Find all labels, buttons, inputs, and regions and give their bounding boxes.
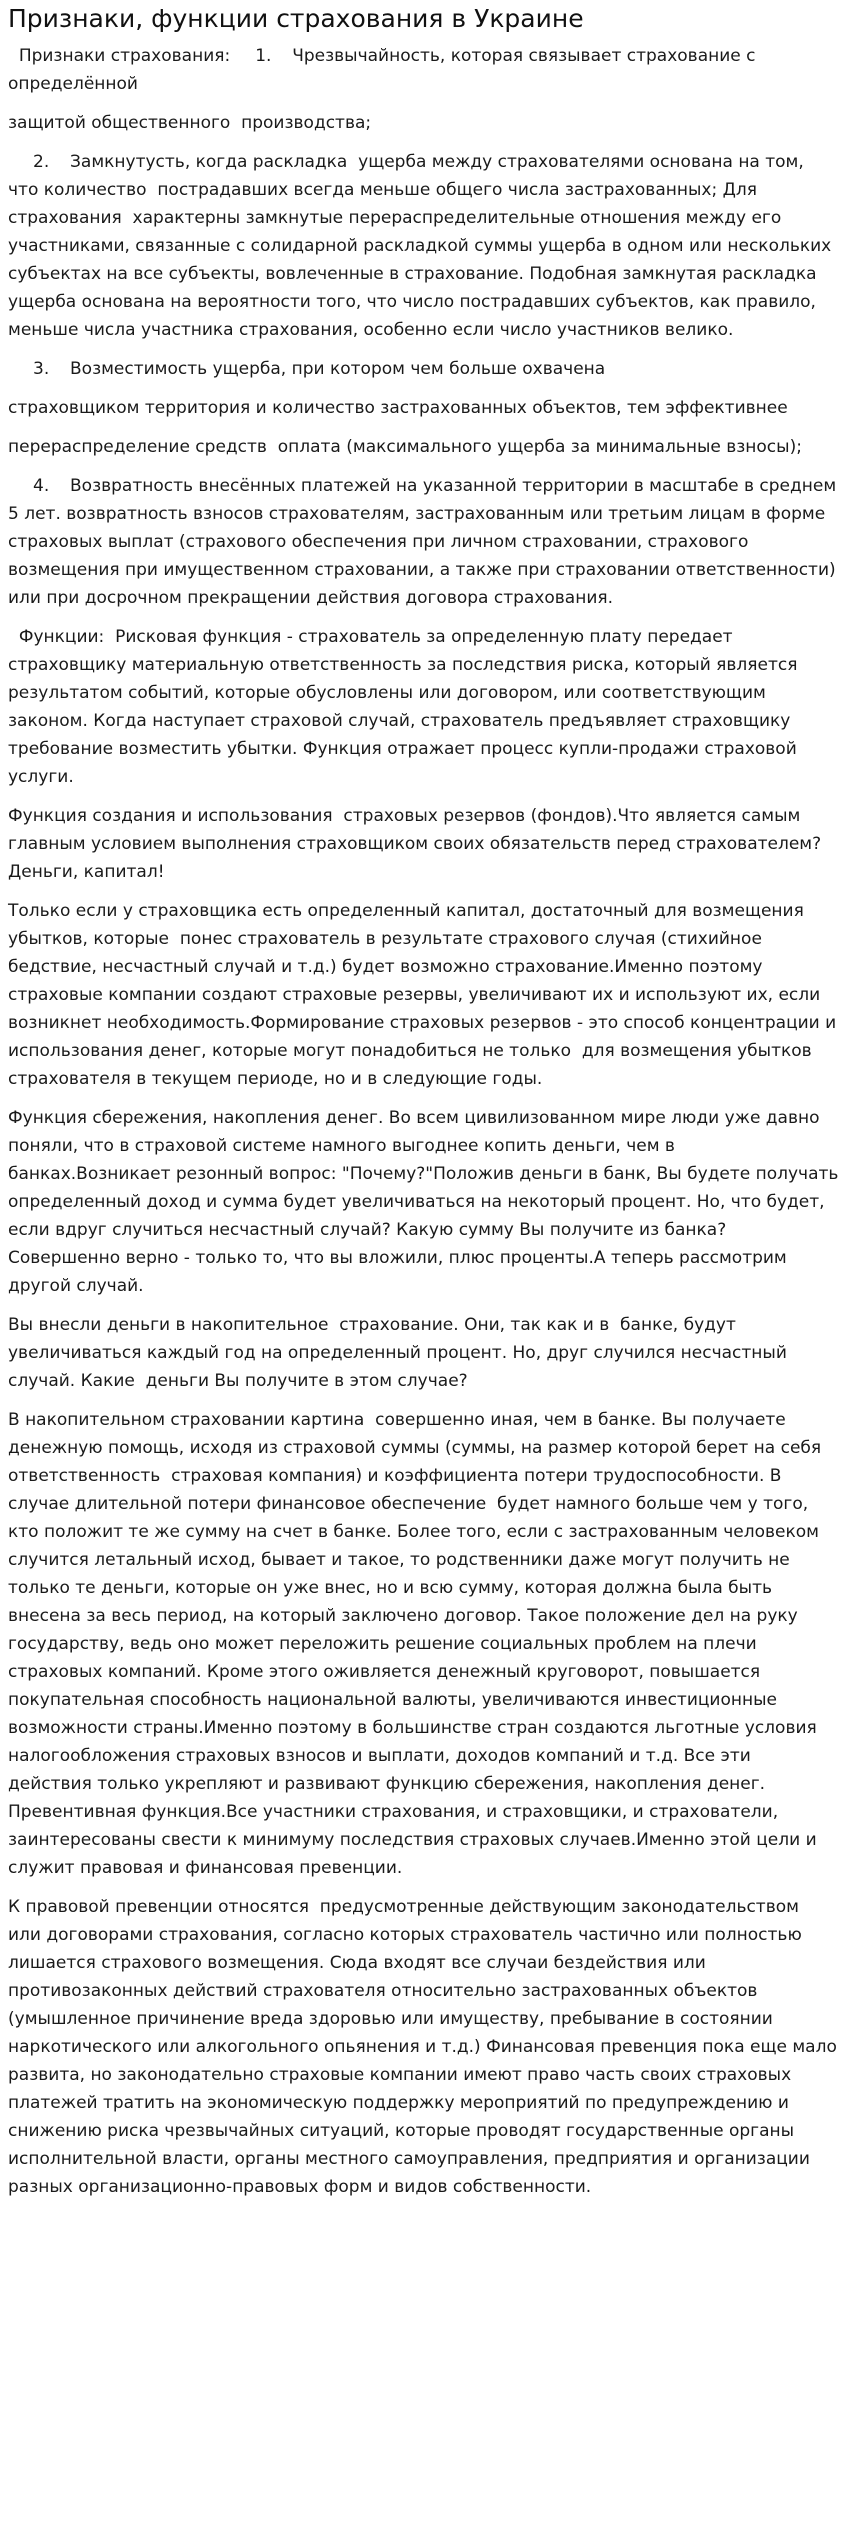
list-text: Возвратность внесённых платежей на указанной территории в масштабе в среднем 5 лет. возвратность взносов страхователям, застрахованным или третьим лицам в форме страховых выплат (страхового обеспечения при личном страховании, страхового возмещения при имущественном страховании, а также при страховании ответственности) или при досрочном прекращении действия договора страхования. bbox=[8, 476, 842, 608]
list-number: 4. bbox=[33, 476, 50, 496]
page-title: Признаки, функции страхования в Украине bbox=[8, 4, 584, 33]
functions-label: Функции: bbox=[18, 627, 105, 647]
signs-item-2 bbox=[8, 148, 839, 344]
signs-label: Признаки страхования: bbox=[18, 46, 231, 66]
signs-item-1 bbox=[8, 42, 839, 98]
functions-text: Рисковая функция - страхователь за определенную плату передает страховщику материальную ответственность за последствия риска, который является результатом событий, которые обусловлены или договором, или соответствующим законом. Когда наступает страховой случай, страхователь предъявляет страховщику требование возместить убытки. Функция отражает процесс купли-продажи страховой услуги. bbox=[8, 627, 803, 787]
legal-prevention-paragraph: К правовой превенции относятся предусмотренные действующим законодательством или договорами страхования, согласно которых страхователь частично или полностью лишается страхового возмещения. Сюда входят все случаи бездействия или противозаконных действий страхователя относительно застрахованных объектов (умышленное причинение вреда здоровью или имуществу, пребывание в состоянии наркотического или алкогольного опьянения и т.д.) Финансовая превенция пока еще мало развита, но законодательно страховые компании имеют право часть своих страховых платежей тратить на экономическую поддержку мероприятий по предупреждению и снижению риска чрезвычайных ситуаций, которые проводят государственные органы исполнительной власти, органы местного самоуправления, предприятия и организации разных организационно-правовых форм и видов собственности. bbox=[8, 1897, 843, 2197]
list-number: 1. bbox=[255, 46, 272, 66]
functions-paragraph bbox=[8, 623, 839, 791]
list-number: 2. bbox=[33, 152, 50, 172]
signs-item-3 bbox=[8, 355, 839, 383]
list-text: Замкнутусть, когда раскладка ущерба между страхователями основана на том, что количество пострадавших всегда меньше общего числа застрахованных; Для страхования характерны замкнутые перераспределительные отношения между его участниками, связанные с солидарной раскладкой суммы ущерба в одном или нескольких субъектах на все субъекты, вовлеченные в страхование. Подобная замкнутая раскладка ущерба основана на вероятности того, что число пострадавших субъектов, как правило, меньше числа участника страхования, особенно если число участников велико. bbox=[8, 152, 837, 340]
signs-item-3-continuation-2: перераспределение средств оплата (максимального ущерба за минимальные взносы); bbox=[8, 437, 802, 457]
accumulative-paragraph: В накопительном страховании картина совершенно иная, чем в банке. Вы получаете денежную помощь, исходя из страховой суммы (суммы, на размер которой берет на себя ответственность страховая компания) и коэффициента потери трудоспособности. В случае длительной потери финансовое обеспечение будет намного больше чем у того, кто положит те же сумму на счет в банке. Более того, если с застрахованным человеком случится летальный исход, бывает и такое, то родственники даже могут получить не только те деньги, которые он уже внес, но и всю сумму, которая должна была быть внесена за весь период, на который заключено договор. Такое положение дел на руку государству, ведь оно может переложить решение социальных проблем на плечи страховых компаний. Кроме этого оживляется денежный круговорот, повышается покупательная способность национальной валюты, увеличиваются инвестиционные возможности страны.Именно поэтому в большинстве стран создаются льготные условия налогообложения страховых взносов и выплати, доходов компаний и т.д. Все эти действия только укрепляют и развивают функцию сбережения, накопления денег. bbox=[8, 1410, 827, 1794]
reserves-paragraph: Функция создания и использования страховых резервов (фондов).Что является самым главным условием выполнения страховщиком своих обязательств перед страхователем?Деньги, капитал! bbox=[8, 806, 822, 882]
deposit-paragraph: Вы внесли деньги в накопительное страхование. Они, так как и в банке, будут увеличиваться каждый год на определенный процент. Но, друг случился несчастный случай. Какие деньги Вы получите в этом случае? bbox=[8, 1315, 793, 1391]
savings-paragraph: Функция сбережения, накопления денег. Во всем цивилизованном мире люди уже давно поняли, что в страховой системе намного выгоднее копить деньги, чем в банках.Возникает резонный вопрос: "Почему?"Положив деньги в банк, Вы будете получать определенный доход и сумма будет увеличиваться на некоторый процент. Но, что будет, если вдруг случиться несчастный случай? Какую сумму Вы получите из банка? Совершенно верно - только то, что вы вложили, плюс проценты.А теперь рассмотрим другой случай. bbox=[8, 1108, 844, 1296]
signs-item-4 bbox=[8, 472, 842, 612]
preventive-paragraph: Превентивная функция.Все участники страхования, и страховщики, и страхователи, заинтересованы свести к минимуму последствия страховых случаев.Именно этой цели и служит правовая и финансовая превенции. bbox=[8, 1802, 823, 1878]
capital-paragraph: Только если у страховщика есть определенный капитал, достаточный для возмещения убытков, которые понес страхователь в результате страхового случая (стихийное бедствие, несчастный случай и т.д.) будет возможно страхование.Именно поэтому страховые компании создают страховые резервы, увеличивают их и используют их, если возникнет необходимость.Формирование страховых резервов - это способ концентрации и использования денег, которые могут понадобиться не только для возмещения убытков страхователя в текущем периоде, но и в следующие годы. bbox=[8, 901, 842, 1089]
signs-item-1-continuation: защитой общественного производства; bbox=[8, 113, 372, 133]
list-text: Чрезвычайность, которая связывает страхование с определённой bbox=[8, 46, 761, 94]
signs-item-3-continuation: страховщиком территория и количество застрахованных объектов, тем эффективнее bbox=[8, 398, 788, 418]
list-number: 3. bbox=[33, 359, 50, 379]
list-text: Возместимость ущерба, при котором чем больше охвачена bbox=[70, 359, 606, 379]
